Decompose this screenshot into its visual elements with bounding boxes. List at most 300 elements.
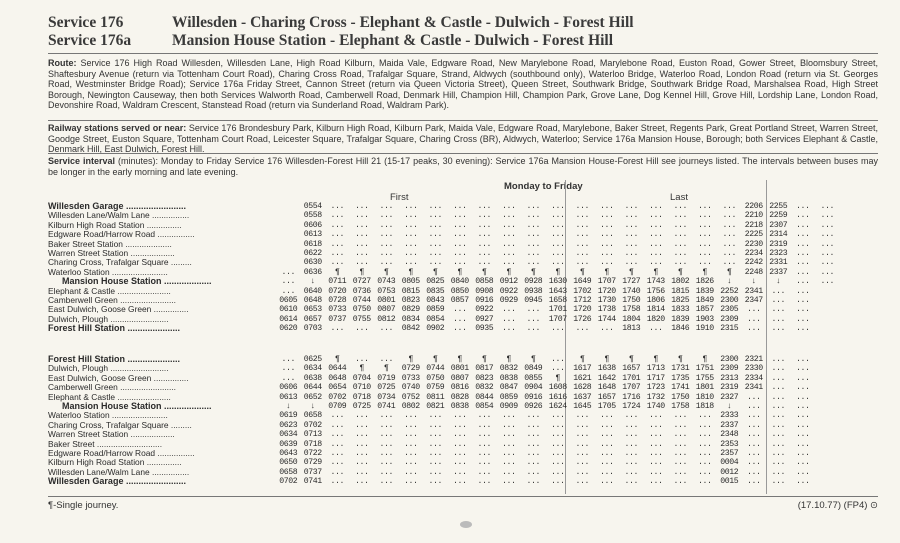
stop-name: Warren Street Station ................... xyxy=(48,430,175,440)
stop-name: Willesden Lane/Walm Lane ................ xyxy=(48,211,190,221)
time-cell: ... xyxy=(526,411,541,421)
time-cell: 1638 xyxy=(597,364,616,374)
time-cell: 2309 xyxy=(720,314,739,324)
time-cell: ... xyxy=(624,420,639,430)
time-cell: ... xyxy=(771,373,786,383)
time-cell: ... xyxy=(771,355,786,364)
time-cell: 0858 xyxy=(475,277,494,287)
timetable-row xyxy=(48,249,878,258)
time-cell: ... xyxy=(648,467,663,477)
time-cell: 0618 xyxy=(303,239,322,249)
time-cell: ... xyxy=(648,202,663,211)
time-cell: 1726 xyxy=(573,314,592,324)
time-cell: ... xyxy=(673,202,688,211)
time-cell: 0815 xyxy=(401,286,420,296)
time-cell: ... xyxy=(281,373,296,383)
timetable-row xyxy=(48,430,878,439)
time-cell: ... xyxy=(379,258,394,268)
time-cell: ... xyxy=(526,220,541,230)
time-cell: ... xyxy=(795,230,810,240)
time-cell: ... xyxy=(820,267,835,277)
time-cell: ... xyxy=(281,355,296,364)
time-cell: ... xyxy=(501,220,516,230)
time-cell: ... xyxy=(501,411,516,421)
time-cell: ... xyxy=(820,258,835,268)
time-cell: ... xyxy=(771,383,786,393)
time-cell: ... xyxy=(501,458,516,468)
time-cell: ¶ xyxy=(481,355,487,364)
time-cell: 0929 xyxy=(499,295,518,305)
divider xyxy=(48,496,878,497)
time-cell: ... xyxy=(624,202,639,211)
time-cell: ... xyxy=(477,448,492,458)
timetable-row xyxy=(48,402,878,411)
time-cell: ... xyxy=(501,230,516,240)
time-cell xyxy=(815,430,840,439)
time-cell: ... xyxy=(624,411,639,421)
time-cell: 2255 xyxy=(769,202,788,211)
timetable-row xyxy=(48,458,878,467)
time-cell: 0719 xyxy=(377,373,396,383)
stop-name: Mansion House Station ................... xyxy=(62,401,212,411)
time-cell: 2225 xyxy=(744,230,763,240)
time-cell: ... xyxy=(526,324,541,334)
time-cell xyxy=(815,296,840,305)
time-cell: ¶ xyxy=(481,267,487,277)
time-cell: 0741 xyxy=(303,477,322,487)
time-cell: ¶ xyxy=(628,355,634,364)
time-cell: ... xyxy=(795,258,810,268)
time-cell: 0835 xyxy=(426,286,445,296)
time-cell: 1643 xyxy=(548,286,567,296)
time-cell: ... xyxy=(795,220,810,230)
time-cell: ... xyxy=(281,364,296,374)
time-cell: ... xyxy=(477,411,492,421)
time-cell: 0639 xyxy=(279,439,298,449)
time-cell: ... xyxy=(795,458,810,468)
footnote-single-journey: ¶-Single journey. xyxy=(48,500,119,511)
timetable-row xyxy=(48,211,878,220)
time-cell xyxy=(815,305,840,314)
time-cell: 0636 xyxy=(303,267,322,277)
time-cell: 2321 xyxy=(744,355,763,364)
time-cell: ... xyxy=(673,420,688,430)
time-cell: 0729 xyxy=(401,364,420,374)
time-cell: ... xyxy=(501,211,516,221)
time-cell: 2305 xyxy=(720,305,739,315)
time-cell: ... xyxy=(795,239,810,249)
time-cell: 1621 xyxy=(573,373,592,383)
time-cell: ... xyxy=(624,448,639,458)
time-cell: ... xyxy=(452,420,467,430)
time-cell: ... xyxy=(452,439,467,449)
time-cell: ... xyxy=(746,305,761,315)
time-cell: ... xyxy=(452,411,467,421)
time-cell: 1738 xyxy=(597,305,616,315)
time-cell: 0004 xyxy=(720,458,739,468)
time-cell: 1628 xyxy=(573,383,592,393)
stop-name: Willesden Garage ........................ xyxy=(48,477,186,487)
time-cell: ... xyxy=(354,202,369,211)
timetable-row xyxy=(48,421,878,430)
time-cell: ... xyxy=(550,439,565,449)
time-cell: ¶ xyxy=(604,267,609,277)
time-cell xyxy=(276,202,301,211)
time-cell: ... xyxy=(697,439,712,449)
stop-name: Warren Street Station ................... xyxy=(48,248,175,258)
time-cell: 1732 xyxy=(646,392,665,402)
timetable-row xyxy=(48,383,878,392)
time-cell: ... xyxy=(452,477,467,487)
time-cell: ... xyxy=(354,239,369,249)
divider xyxy=(48,120,878,121)
time-cell: ... xyxy=(648,420,663,430)
time-cell: 0753 xyxy=(377,286,396,296)
time-cell: 0802 xyxy=(401,401,420,411)
time-cell: ... xyxy=(379,248,394,258)
time-cell: ... xyxy=(526,239,541,249)
time-cell: 0801 xyxy=(450,364,469,374)
time-cell: ... xyxy=(673,411,688,421)
time-cell: ¶ xyxy=(457,355,462,364)
time-cell: ... xyxy=(575,430,590,440)
time-cell: ... xyxy=(771,420,786,430)
time-cell: ... xyxy=(428,202,443,211)
time-cell: 0728 xyxy=(328,295,347,305)
time-cell: ... xyxy=(795,401,810,411)
time-cell: 1744 xyxy=(597,314,616,324)
time-cell: ... xyxy=(403,458,418,468)
time-cell: 1707 xyxy=(548,314,567,324)
time-cell: ... xyxy=(795,364,810,374)
time-cell: ... xyxy=(771,448,786,458)
time-cell: 0737 xyxy=(303,467,322,477)
time-cell: ... xyxy=(501,324,516,334)
time-cell: ¶ xyxy=(334,267,340,277)
route-label: Route: xyxy=(48,58,77,68)
time-cell: ... xyxy=(746,324,761,334)
time-cell: 0817 xyxy=(475,364,494,374)
time-cell: ... xyxy=(354,420,369,430)
time-cell: ... xyxy=(599,420,614,430)
time-cell: 1751 xyxy=(695,364,714,374)
stop-name: Camberwell Green ........................ xyxy=(48,383,176,393)
time-cell: 0729 xyxy=(303,458,322,468)
time-cell: 0709 xyxy=(328,401,347,411)
time-cell: ... xyxy=(526,211,541,221)
time-cell: 1857 xyxy=(695,305,714,315)
time-cell: ... xyxy=(379,420,394,430)
time-cell: ... xyxy=(771,392,786,402)
time-cell: ... xyxy=(550,448,565,458)
stop-name: Baker Street Station .................... xyxy=(48,239,172,249)
time-cell: 0643 xyxy=(279,448,298,458)
time-cell: 0805 xyxy=(401,277,420,287)
time-cell: ... xyxy=(330,411,345,421)
time-cell: ... xyxy=(795,411,810,421)
time-cell: 1802 xyxy=(671,277,690,287)
time-cell: ... xyxy=(428,248,443,258)
time-cell: ... xyxy=(697,211,712,221)
time-cell: 1630 xyxy=(548,277,567,287)
time-cell: ... xyxy=(648,324,663,334)
time-cell: ... xyxy=(354,211,369,221)
time-cell: 0736 xyxy=(352,286,371,296)
time-cell: 1801 xyxy=(695,383,714,393)
time-cell: ... xyxy=(330,248,345,258)
time-cell: 1730 xyxy=(597,295,616,305)
time-cell: ... xyxy=(795,286,810,296)
time-cell: ↓ xyxy=(726,401,732,411)
time-cell: 1910 xyxy=(695,324,714,334)
stop-name: Kilburn High Road Station ............... xyxy=(48,458,182,468)
time-cell: 1616 xyxy=(548,392,567,402)
time-cell: ... xyxy=(575,258,590,268)
time-cell: 2307 xyxy=(769,220,788,230)
timetable-row xyxy=(48,449,878,458)
time-cell: 2348 xyxy=(720,430,739,440)
time-cell: ... xyxy=(452,305,467,315)
time-cell: ... xyxy=(477,230,492,240)
time-cell: 0859 xyxy=(499,392,518,402)
time-cell: ... xyxy=(673,477,688,487)
time-cell: ... xyxy=(354,458,369,468)
time-cell: ... xyxy=(526,448,541,458)
header xyxy=(48,14,878,50)
last-label: Last xyxy=(670,192,688,203)
time-cell xyxy=(815,411,840,420)
time-cell: ... xyxy=(771,286,786,296)
time-cell: ... xyxy=(428,211,443,221)
time-cell: 0613 xyxy=(303,230,322,240)
time-cell: 1756 xyxy=(646,286,665,296)
time-cell: ... xyxy=(673,448,688,458)
time-cell: 0912 xyxy=(499,277,518,287)
time-cell: ... xyxy=(354,230,369,240)
time-cell: 0842 xyxy=(401,324,420,334)
time-cell: ... xyxy=(330,467,345,477)
time-cell: ... xyxy=(550,411,565,421)
time-cell: ¶ xyxy=(677,267,683,277)
time-cell: ... xyxy=(330,220,345,230)
time-cell: 0832 xyxy=(499,364,518,374)
time-cell: ... xyxy=(452,458,467,468)
time-cell: 2218 xyxy=(744,220,763,230)
time-cell: ... xyxy=(403,467,418,477)
time-cell: ... xyxy=(403,230,418,240)
time-cell: 0727 xyxy=(352,277,371,287)
time-cell: ... xyxy=(379,458,394,468)
timetable-row xyxy=(48,393,878,402)
time-cell: ... xyxy=(624,439,639,449)
header-line-1 xyxy=(48,14,878,32)
time-cell: ... xyxy=(477,239,492,249)
time-cell: 1707 xyxy=(622,383,641,393)
time-cell: ... xyxy=(697,220,712,230)
time-cell: ... xyxy=(795,305,810,315)
time-cell: ... xyxy=(722,258,737,268)
time-cell xyxy=(815,355,840,364)
time-cell: 2252 xyxy=(720,286,739,296)
time-cell: ¶ xyxy=(677,355,683,364)
time-cell: ... xyxy=(550,467,565,477)
time-cell: 0838 xyxy=(450,401,469,411)
time-cell: 0648 xyxy=(328,373,347,383)
time-cell: ¶ xyxy=(383,267,389,277)
time-cell: ... xyxy=(746,401,761,411)
time-cell: 1642 xyxy=(597,373,616,383)
time-cell: 0623 xyxy=(279,420,298,430)
time-cell: ... xyxy=(428,430,443,440)
time-cell: ... xyxy=(403,220,418,230)
time-cell: 0916 xyxy=(524,392,543,402)
time-cell: 0823 xyxy=(401,295,420,305)
time-cell: ... xyxy=(477,248,492,258)
time-cell: ... xyxy=(795,295,810,305)
time-cell: ↓ xyxy=(310,277,315,287)
time-cell: ... xyxy=(452,239,467,249)
time-cell: ... xyxy=(771,401,786,411)
time-cell xyxy=(815,440,840,449)
time-cell: 2347 xyxy=(744,295,763,305)
time-cell: 0750 xyxy=(352,305,371,315)
time-cell: ... xyxy=(746,448,761,458)
time-cell: 1846 xyxy=(671,324,690,334)
time-cell: ... xyxy=(526,439,541,449)
interval-text: (minutes): Monday to Friday Service 176 Willesden-Forest Hill 21 (15-17 peaks, 30 evening): Service 176a Mansion House-Forest Hill see journeys listed. The intervals between buses may be longer in the early morning and late evening. xyxy=(48,156,878,177)
time-cell: 1820 xyxy=(646,314,665,324)
timetable-row xyxy=(48,221,878,230)
time-cell: ... xyxy=(379,355,394,364)
stop-name: Forest Hill Station ..................... xyxy=(48,324,181,334)
timetable-row xyxy=(48,202,878,211)
time-cell: ... xyxy=(501,467,516,477)
time-cell: 0644 xyxy=(328,364,347,374)
time-cell: ... xyxy=(746,467,761,477)
time-cell: ... xyxy=(550,258,565,268)
time-cell: ... xyxy=(771,314,786,324)
time-cell: 0904 xyxy=(524,383,543,393)
time-cell: ... xyxy=(820,239,835,249)
time-cell: ... xyxy=(673,439,688,449)
time-cell: ... xyxy=(452,467,467,477)
time-cell: ... xyxy=(403,448,418,458)
time-cell: ... xyxy=(477,420,492,430)
time-cell: 0840 xyxy=(450,277,469,287)
timetable-row xyxy=(48,315,878,324)
stop-name: Elephant & Castle ....................... xyxy=(48,392,171,402)
time-cell: ... xyxy=(697,258,712,268)
time-cell: 0734 xyxy=(377,392,396,402)
time-cell: ... xyxy=(820,202,835,211)
time-cell: ... xyxy=(697,230,712,240)
time-cell: 1826 xyxy=(695,277,714,287)
time-cell: ... xyxy=(746,430,761,440)
time-cell: ... xyxy=(771,458,786,468)
time-cell: 0718 xyxy=(352,392,371,402)
time-cell: ... xyxy=(477,258,492,268)
timetable-row xyxy=(48,374,878,383)
time-cell: 1637 xyxy=(573,392,592,402)
time-cell xyxy=(815,315,840,324)
stop-name: Baker Street ............................ xyxy=(48,439,163,449)
time-cell: ... xyxy=(428,439,443,449)
time-cell: 0606 xyxy=(303,220,322,230)
time-cell: ... xyxy=(746,458,761,468)
time-cell: ... xyxy=(477,467,492,477)
time-cell: ... xyxy=(379,230,394,240)
time-cell: ... xyxy=(624,220,639,230)
time-cell: ... xyxy=(330,230,345,240)
time-cell: ... xyxy=(379,430,394,440)
time-cell: 1720 xyxy=(573,305,592,315)
time-cell: 0606 xyxy=(279,383,298,393)
time-cell: ... xyxy=(697,448,712,458)
stop-name: Kilburn High Road Station ............... xyxy=(48,220,182,230)
time-cell: ¶ xyxy=(653,267,658,277)
time-cell xyxy=(276,240,301,249)
time-cell xyxy=(276,211,301,220)
time-cell: ... xyxy=(354,355,369,364)
time-cell: 0821 xyxy=(426,401,445,411)
time-cell: ... xyxy=(550,202,565,211)
time-cell: ... xyxy=(697,430,712,440)
time-cell: ... xyxy=(428,448,443,458)
time-cell: ... xyxy=(673,248,688,258)
time-cell: ¶ xyxy=(408,355,413,364)
time-cell xyxy=(815,287,840,296)
time-cell: ... xyxy=(722,202,737,211)
time-cell: ... xyxy=(697,467,712,477)
time-cell: ... xyxy=(428,458,443,468)
time-cell: 0658 xyxy=(279,467,298,477)
time-cell: 0922 xyxy=(499,286,518,296)
time-cell: 0828 xyxy=(450,392,469,402)
stop-name: Forest Hill Station ..................... xyxy=(48,355,181,364)
timetable-row xyxy=(48,277,878,286)
day-heading: Monday to Friday xyxy=(504,181,583,192)
time-cell: ... xyxy=(477,220,492,230)
time-cell: 1649 xyxy=(573,277,592,287)
time-cell: 2333 xyxy=(720,411,739,421)
timetable-row xyxy=(48,268,878,277)
time-cell: ... xyxy=(648,258,663,268)
stop-name: Dulwich, Plough ......................... xyxy=(48,364,169,374)
time-cell: ↓ xyxy=(726,277,732,287)
stop-name: East Dulwich, Goose Green ............... xyxy=(48,305,189,315)
time-cell: ↓ xyxy=(751,277,756,287)
time-cell: ... xyxy=(354,248,369,258)
time-cell: ... xyxy=(526,230,541,240)
time-cell: ... xyxy=(771,430,786,440)
time-cell: ... xyxy=(575,477,590,487)
time-cell: 1813 xyxy=(622,324,641,334)
time-cell: ... xyxy=(746,477,761,487)
time-cell: 0816 xyxy=(450,383,469,393)
time-cell: ... xyxy=(354,477,369,487)
time-cell: ... xyxy=(648,220,663,230)
time-cell: ... xyxy=(550,364,565,374)
time-cell: ... xyxy=(673,458,688,468)
time-cell: ... xyxy=(697,202,712,211)
time-cell: ... xyxy=(354,324,369,334)
time-cell: ... xyxy=(624,230,639,240)
time-cell: ... xyxy=(501,477,516,487)
time-cell: 0654 xyxy=(328,383,347,393)
time-cell: ... xyxy=(599,411,614,421)
time-cell: 2300 xyxy=(720,295,739,305)
time-cell: ¶ xyxy=(530,267,536,277)
